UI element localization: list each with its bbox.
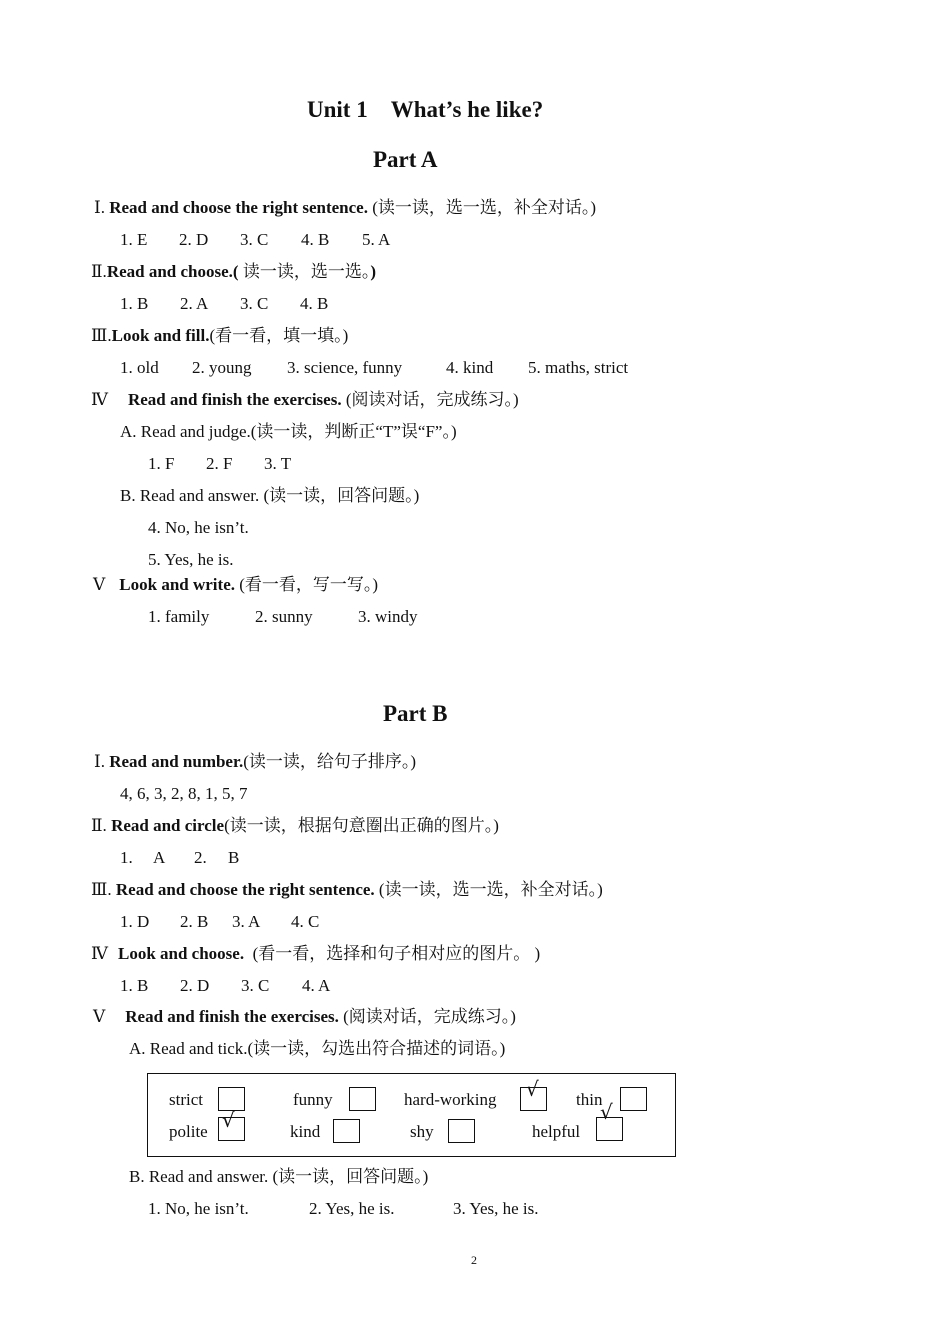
part-a-section-1-heading — [94, 199, 596, 216]
answer: 1. F — [148, 454, 175, 473]
answer: 4. C — [291, 912, 320, 931]
word-strict: strict — [169, 1090, 203, 1109]
answer: 1. E — [120, 230, 148, 249]
checkbox-polite[interactable] — [218, 1108, 245, 1141]
section-number: Ⅴ — [93, 575, 106, 594]
section-number: Ⅰ. — [94, 752, 110, 771]
section-number: Ⅴ — [93, 1007, 106, 1026]
section-number: Ⅱ. — [91, 816, 112, 835]
section-title: Read and choose the right sentence. — [109, 198, 368, 217]
word-kind: kind — [290, 1122, 321, 1141]
answer: 2. D — [179, 230, 209, 249]
section-title: Read and circle — [111, 816, 225, 835]
answer: 3. A — [232, 912, 261, 931]
word-polite: polite — [169, 1122, 208, 1141]
section-close: ) — [370, 262, 376, 281]
tick-icon: √ — [222, 1108, 235, 1132]
answer: 1. family — [148, 607, 210, 626]
answer: 5. maths, strict — [528, 358, 629, 377]
section-instruction: (读一读，选一选，补全对话。) — [367, 198, 597, 217]
answer: 2. F — [206, 454, 233, 473]
part-a-heading: Part A — [373, 147, 438, 172]
section-instruction: 读一读，选一选。 — [238, 262, 371, 281]
part-a-section-5-heading — [93, 576, 378, 593]
section-title: Read and choose the right sentence. — [115, 880, 375, 899]
tick-word-table — [147, 1073, 676, 1157]
word-thin: thin — [576, 1090, 603, 1109]
section-instruction: (读一读，给句子排序。) — [243, 752, 417, 771]
section-instruction: (读一读，选一选，补全对话。) — [374, 880, 603, 899]
section-instruction: (看一看，选择和句子相对应的图片。 ) — [244, 944, 541, 963]
section-instruction: (读一读，根据句意圈出正确的图片。) — [224, 816, 499, 835]
answer: 4. B — [301, 230, 330, 249]
answer: 2. B — [180, 912, 209, 931]
answer: 1. D — [120, 912, 150, 931]
answer: 3. Yes, he is. — [453, 1199, 539, 1218]
answer: 1. No, he isn’t. — [148, 1199, 249, 1218]
part-a-section-4-b-answer: 4. No, he isn’t. — [148, 518, 249, 537]
part-b-heading: Part B — [383, 701, 448, 726]
answer: 1. B — [120, 294, 149, 313]
part-b-section-5-b-label: B. Read and answer. (读一读，回答问题。) — [129, 1167, 429, 1186]
part-b-section-5-heading — [93, 1008, 516, 1025]
answer: 3. C — [241, 976, 270, 995]
answer: 1. B — [120, 976, 149, 995]
answer-number: 1. — [120, 848, 133, 867]
part-b-section-1-heading — [94, 753, 416, 770]
section-title: Look and write. — [119, 575, 235, 594]
part-a-section-3-heading — [91, 327, 348, 344]
section-instruction: (看一看，写一写。) — [235, 575, 379, 594]
answer: 3. T — [264, 454, 292, 473]
answer: 2. A — [180, 294, 209, 313]
answer: 5. A — [362, 230, 391, 249]
answer: 2. young — [192, 358, 252, 377]
section-title: Read and number. — [109, 752, 244, 771]
answer: 3. science, funny — [287, 358, 403, 377]
answer-number: 2. — [194, 848, 207, 867]
answer: 2. Yes, he is. — [309, 1199, 395, 1218]
section-number: Ⅱ. — [91, 262, 107, 281]
page-title: Unit 1 What’s he like? — [307, 97, 544, 122]
checkbox-funny[interactable] — [349, 1087, 376, 1111]
answer: 2. D — [180, 976, 210, 995]
part-b-section-4-heading — [91, 945, 540, 962]
word-shy: shy — [410, 1122, 434, 1141]
section-number: Ⅲ. — [91, 880, 116, 899]
checkbox-thin[interactable] — [620, 1087, 647, 1111]
part-b-section-2-heading — [91, 817, 499, 834]
part-a-section-4-a-label: A. Read and judge.(读一读，判断正“T”误“F”。) — [120, 422, 457, 441]
part-a-section-4-b-answer: 5. Yes, he is. — [148, 550, 234, 569]
answer: 3. C — [240, 294, 269, 313]
section-instruction: (阅读对话，完成练习。) — [341, 390, 519, 409]
section-number: Ⅳ — [91, 390, 108, 409]
checkbox-shy[interactable] — [448, 1119, 475, 1143]
checkbox-kind[interactable] — [333, 1119, 360, 1143]
answer: 1. old — [120, 358, 159, 377]
answer: 3. windy — [358, 607, 418, 626]
part-b-section-3-heading — [91, 881, 603, 898]
answer: 3. C — [240, 230, 269, 249]
section-title: Look and choose. — [117, 944, 245, 963]
section-title: Read and finish the exercises. — [127, 390, 342, 409]
answer: 4. B — [300, 294, 329, 313]
part-a-section-2-heading — [91, 263, 376, 280]
part-a-section-4-heading — [91, 391, 519, 408]
word-helpful: helpful — [532, 1122, 581, 1141]
part-a-section-4-b-label: B. Read and answer. (读一读，回答问题。) — [120, 486, 420, 505]
section-title: Read and finish the exercises. — [125, 1007, 339, 1026]
word-funny: funny — [293, 1090, 333, 1109]
answer: 2. sunny — [255, 607, 313, 626]
section-number: Ⅳ — [91, 944, 108, 963]
tick-icon: √ — [526, 1077, 539, 1101]
section-number: Ⅰ. — [94, 198, 110, 217]
answer: 4. kind — [446, 358, 494, 377]
part-b-section-1-answer: 4, 6, 3, 2, 8, 1, 5, 7 — [120, 784, 248, 803]
section-instruction: (看一看，填一填。) — [209, 326, 349, 345]
answer: B — [228, 848, 240, 867]
section-number: Ⅲ. — [91, 326, 112, 345]
checkbox-helpful[interactable] — [596, 1100, 623, 1141]
answer: A — [153, 848, 166, 867]
checkbox-hard-working[interactable] — [520, 1077, 547, 1111]
section-instruction: (阅读对话，完成练习。) — [338, 1007, 516, 1026]
word-hard-working: hard-working — [404, 1090, 497, 1109]
section-title: Look and fill. — [111, 326, 210, 345]
tick-icon: √ — [600, 1100, 613, 1124]
part-b-section-5-a-label: A. Read and tick.(读一读，勾选出符合描述的词语。) — [129, 1039, 506, 1058]
page-number: 2 — [471, 1253, 477, 1267]
answer: 4. A — [302, 976, 331, 995]
section-title: Read and choose.( — [106, 262, 239, 281]
